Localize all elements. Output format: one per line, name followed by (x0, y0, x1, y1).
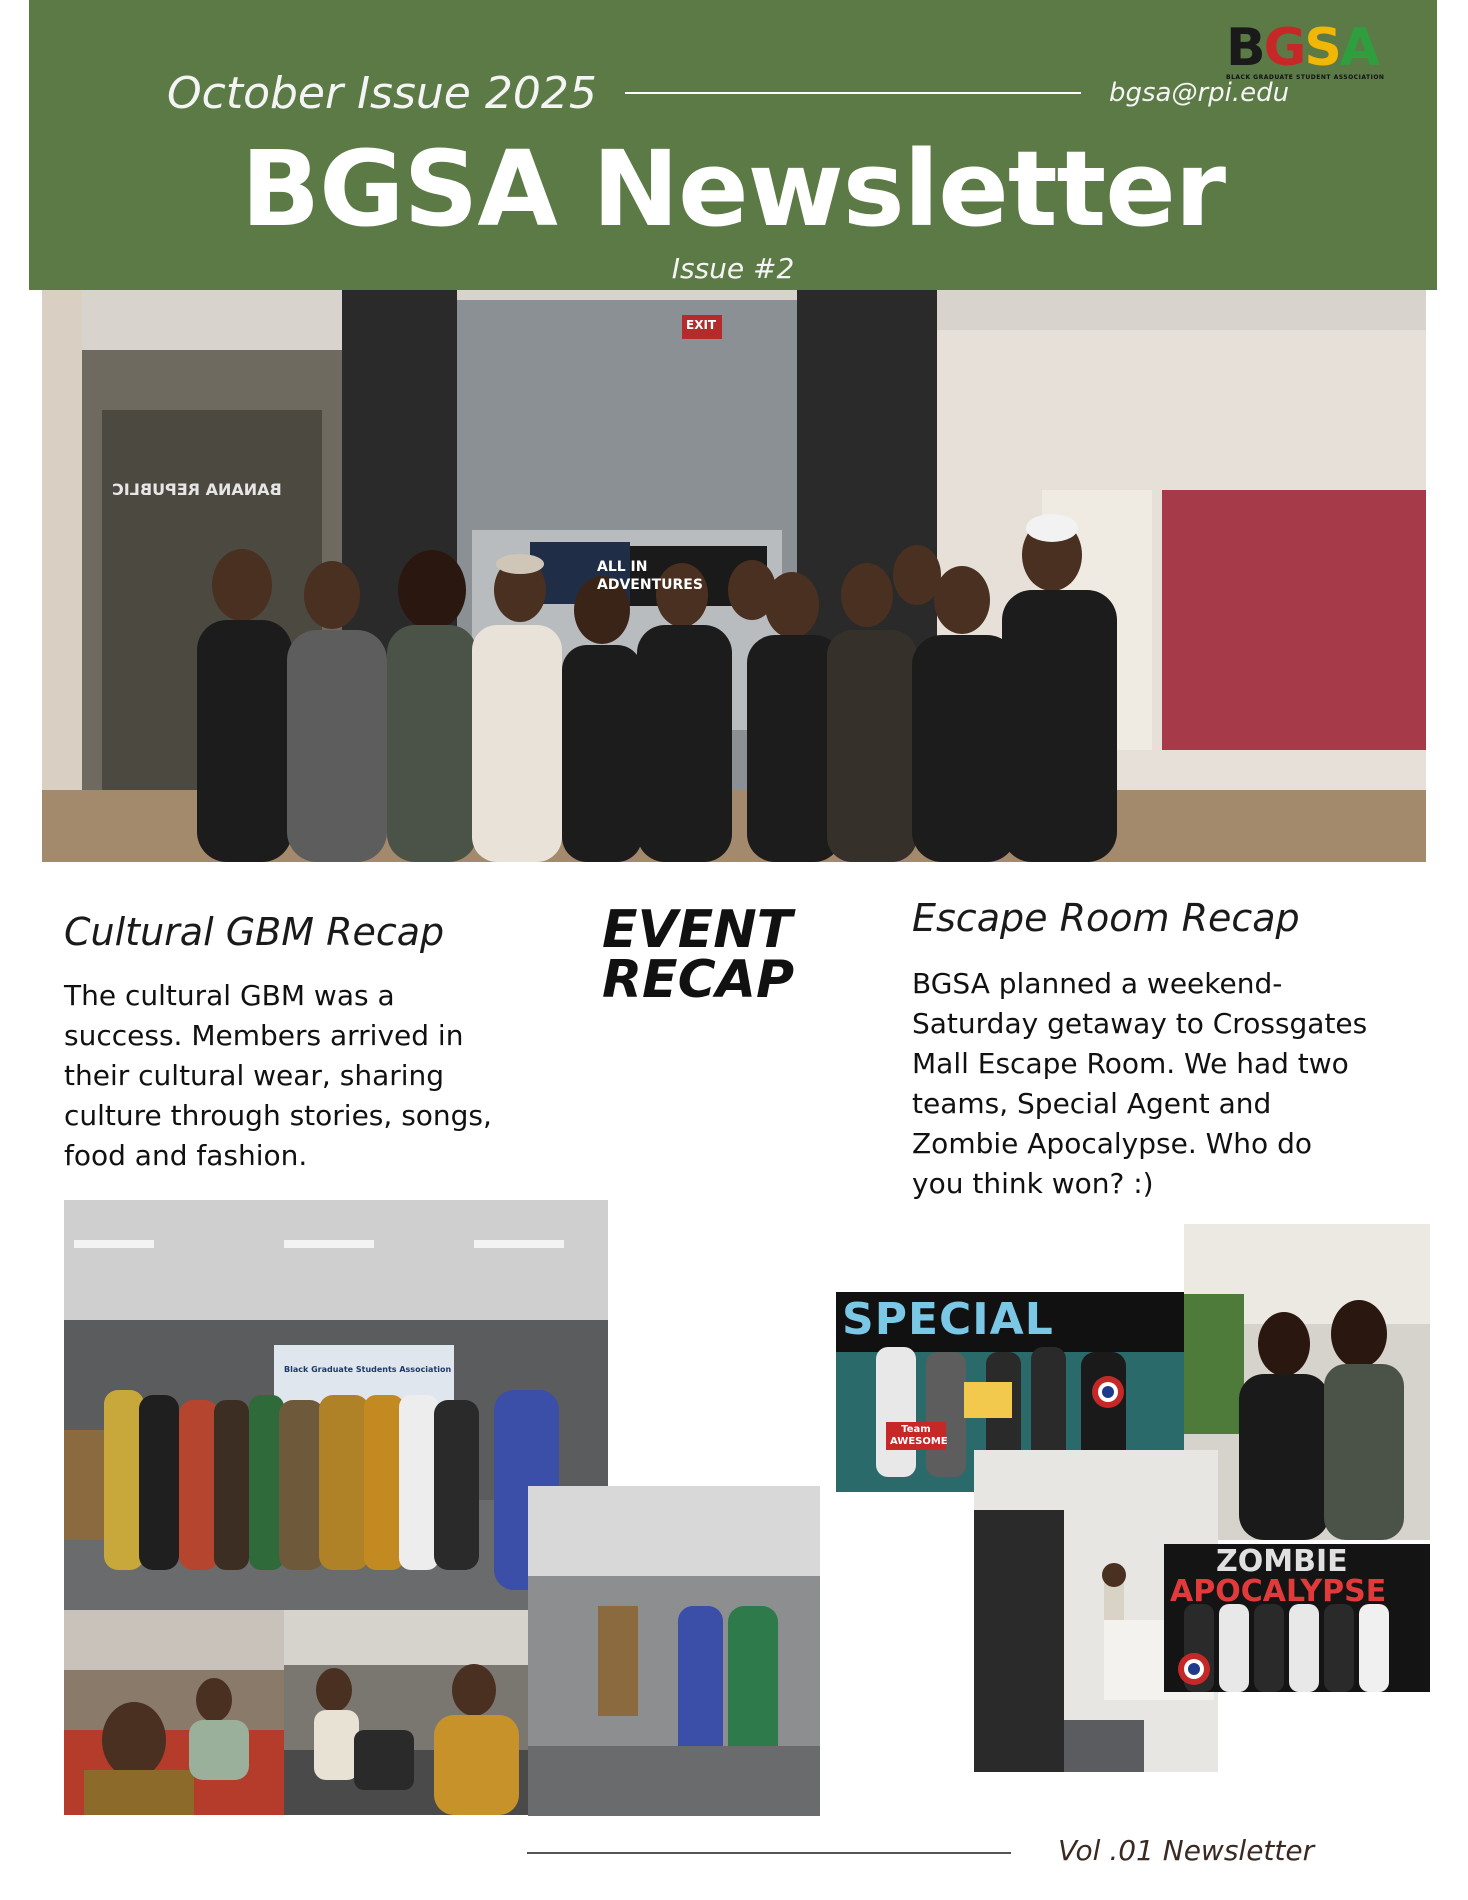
escape-room-two-members-photo (1184, 1224, 1430, 1540)
zombie-banner-line2: APOCALYPSE (1170, 1574, 1387, 1609)
special-banner: SPECIAL (842, 1294, 1054, 1345)
logo-subtitle: BLACK GRADUATE STUDENT ASSOCIATION (1226, 74, 1385, 81)
event-recap-label (602, 900, 795, 1010)
cultural-gbm-photo-podium (528, 1486, 820, 1816)
group-photo-escape-room (42, 290, 1426, 862)
zombie-apocalypse-team-photo (1164, 1544, 1430, 1692)
exit-sign: EXIT (686, 318, 717, 332)
footer-divider (527, 1852, 1011, 1854)
newsletter-title: BGSA Newsletter (240, 128, 1226, 250)
issue-date: October Issue 2025 (167, 68, 597, 119)
team-awesome-sign: Team AWESOME (886, 1422, 946, 1450)
venue-sign: ALL IN ADVENTURES (597, 559, 703, 593)
cultural-gbm-heading: Cultural GBM Recap (64, 910, 445, 954)
event-recap-line2: RECAP (602, 950, 795, 1010)
escape-room-body: BGSA planned a weekend-Saturday getaway to Crossgates Mall Escape Room. We had two teams, Special Agent and Zombie Apocalypse. Who do you think won? :) (912, 967, 1368, 1200)
contact-email[interactable]: bgsa@rpi.edu (1109, 78, 1290, 108)
event-recap-line1: EVENT (602, 900, 793, 960)
logo-letters: BGSA (1226, 18, 1379, 78)
bgsa-logo (1226, 18, 1402, 84)
cultural-gbm-body: The cultural GBM was a success. Members arrived in their cultural wear, sharing culture through stories, songs, food and fashion. (64, 979, 492, 1172)
escape-room-heading: Escape Room Recap (912, 896, 1300, 940)
cultural-gbm-photo-food (284, 1610, 528, 1815)
issue-number: Issue #2 (671, 252, 795, 285)
zombie-banner-line1: ZOMBIE (1216, 1544, 1348, 1579)
cultural-gbm-group-photo (64, 1200, 608, 1612)
projector-text: Black Graduate Students Association (284, 1365, 452, 1374)
footer-volume: Vol .01 Newsletter (1058, 1834, 1315, 1867)
cultural-gbm-photo-seated (64, 1610, 284, 1815)
header-divider (625, 92, 1081, 94)
store-sign: BANANA REPUBLIC (112, 480, 282, 499)
